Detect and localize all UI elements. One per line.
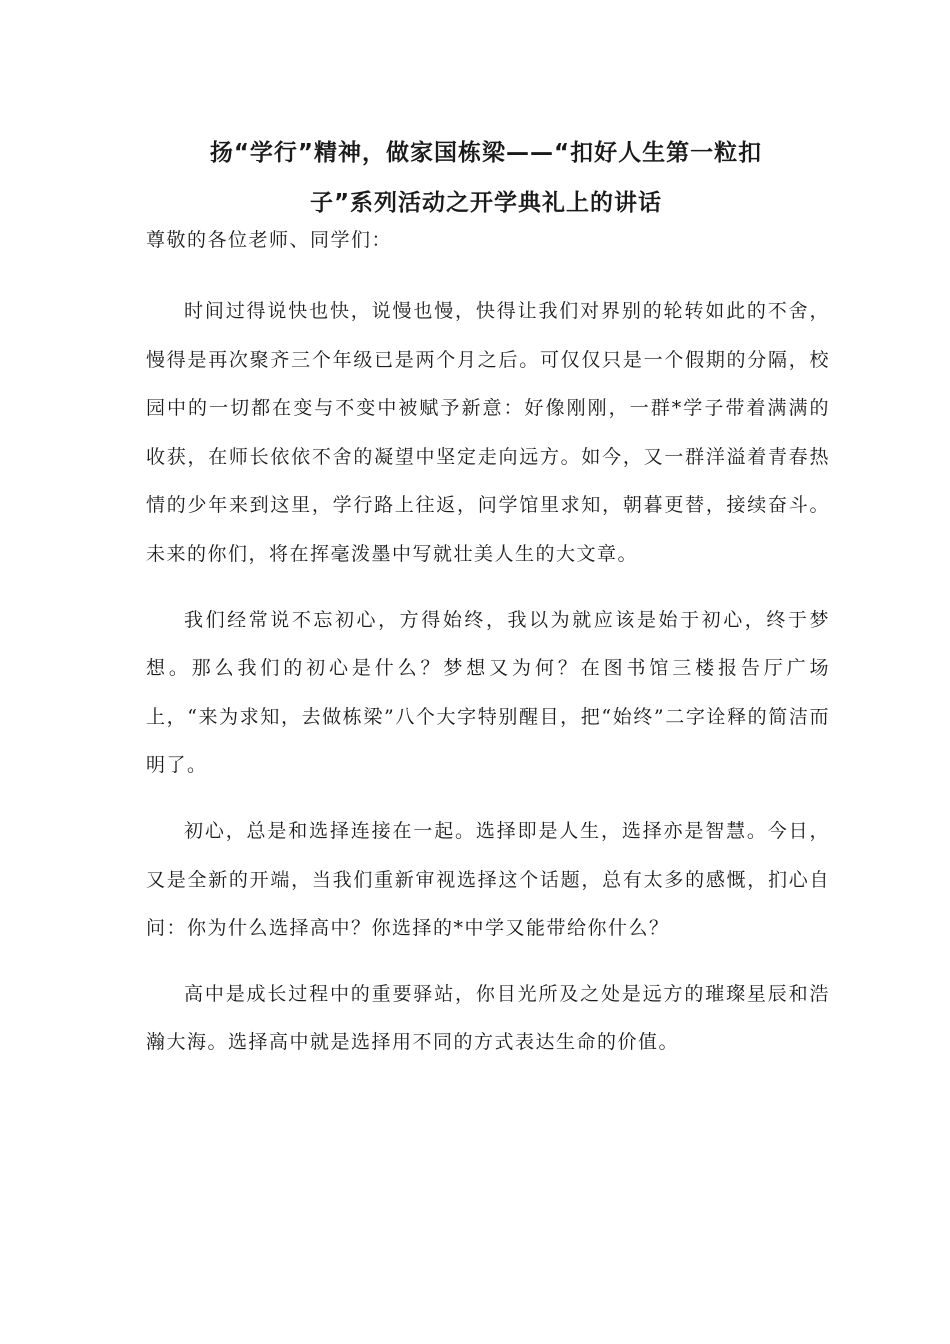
- title-line-1: 扬“学行”精神，做家国栋梁——“扣好人生第一粒扣: [209, 140, 763, 166]
- document-title: [146, 128, 826, 228]
- document-body: [146, 216, 830, 1084]
- salutation: 尊敬的各位老师、同学们：: [146, 229, 393, 251]
- paragraph-3: 初心，总是和选择连接在一起。选择即是人生，选择亦是智慧。今日，又是全新的开端，当我们重新审视选择这个话题，总有太多的感慨，扪心自问：你为什么选择高中？你选择的*中学又能带给你什么？: [146, 819, 830, 940]
- paragraph-4: 高中是成长过程中的重要驿站，你目光所及之处是远方的璀璨星辰和浩瀚大海。选择高中就是选择用不同的方式表达生命的价值。: [146, 982, 830, 1054]
- paragraph-2: 我们经常说不忘初心，方得始终，我以为就应该是始于初心，终于梦想。那么我们的初心是什么？梦想又为何？在图书馆三楼报告厅广场上，“来为求知，去做栋梁”八个大字特别醒目，把“始终”二字诠释的简洁而明了。: [146, 608, 830, 777]
- title-line-2: 子”系列活动之开学典礼上的讲话: [309, 190, 663, 216]
- paragraph-1: 时间过得说快也快，说慢也慢，快得让我们对界别的轮转如此的不舍，慢得是再次聚齐三个年级已是两个月之后。可仅仅只是一个假期的分隔，校园中的一切都在变与不变中被赋予新意：好像刚刚，一群*学子带着满满的收获，在师长依依不舍的凝望中坚定走向远方。如今，又一群洋溢着青春热情的少年来到这里，学行路上往返，问学馆里求知，朝暮更替，接续奋斗。未来的你们，将在挥毫泼墨中写就壮美人生的大文章。: [146, 300, 830, 565]
